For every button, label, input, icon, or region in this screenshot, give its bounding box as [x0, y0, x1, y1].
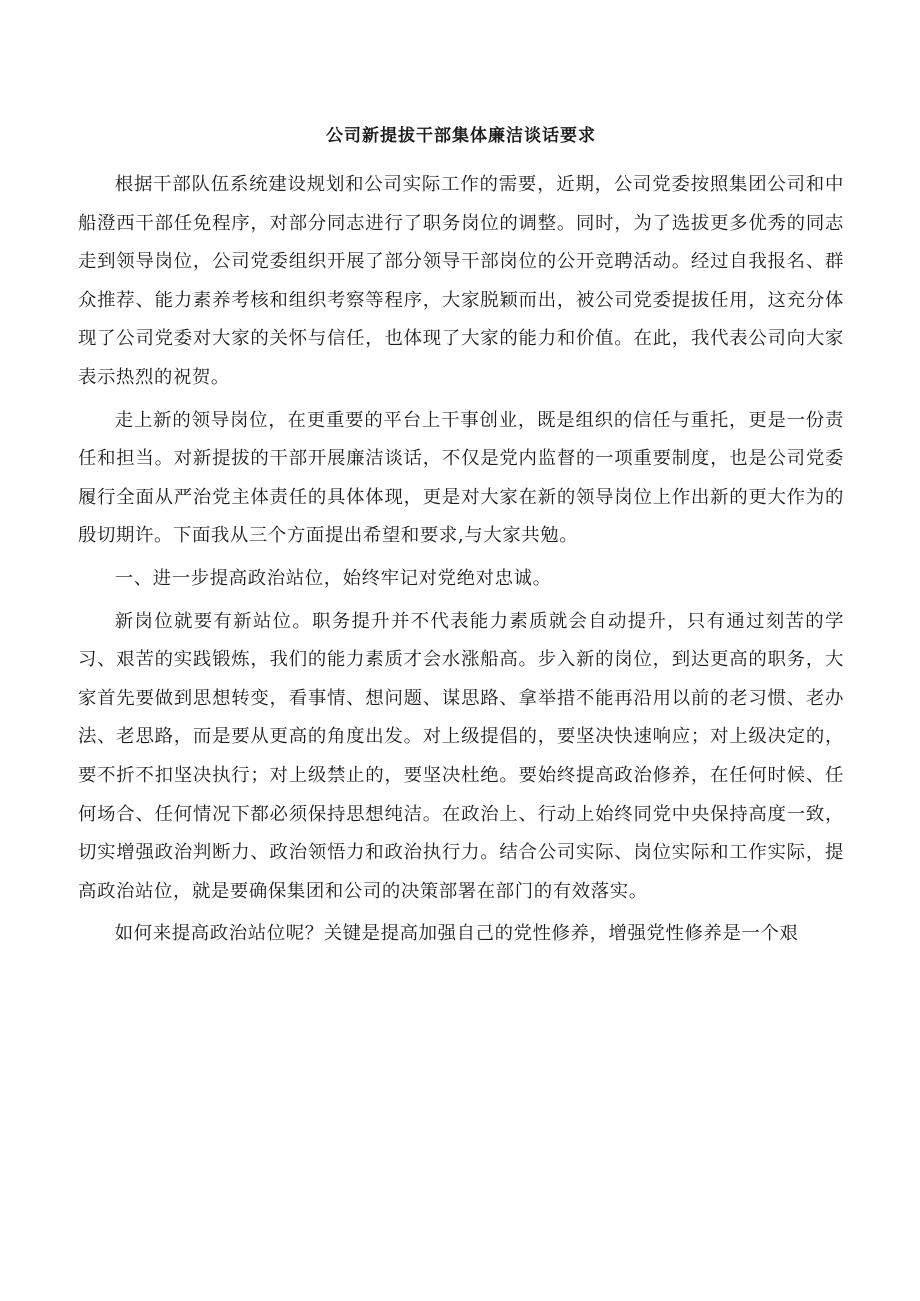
document-title: 公司新提拔干部集体廉洁谈话要求	[326, 126, 596, 146]
document-page	[78, 120, 844, 958]
paragraph-responsibility: 走上新的领导岗位，在更重要的平台上干事创业，既是组织的信任与重托，更是一份责任和担当。对新提拔的干部开展廉洁谈话，不仅是党内监督的一项重要制度，也是公司党委履行全面从严治党主体责任的具体体现，更是对大家在新的领导岗位上作出新的更大作为的殷切期许。下面我从三个方面提出希望和要求,与大家共勉。	[78, 409, 844, 547]
paragraph-intro: 根据干部队伍系统建设规划和公司实际工作的需要，近期，公司党委按照集团公司和中船澄西干部任免程序，对部分同志进行了职务岗位的调整。同时，为了选拔更多优秀的同志走到领导岗位，公司党委组织开展了部分领导干部岗位的公开竞聘活动。经过自我报名、群众推荐、能力素养考核和组织考察等程序，大家脱颖而出，被公司党委提拔任用，这充分体现了公司党委对大家的关怀与信任，也体现了大家的能力和价值。在此，我代表公司向大家表示热烈的祝贺。	[78, 174, 844, 388]
paragraph-new-position: 新岗位就要有新站位。职务提升并不代表能力素质就会自动提升，只有通过刻苦的学习、艰苦的实践锻炼，我们的能力素质才会水涨船高。步入新的岗位，到达更高的职务，大家首先要做到思想转变，看事情、想问题、谋思路、拿举措不能再沿用以前的老习惯、老办法、老思路，而是要从更高的角度出发。对上级提倡的，要坚决快速响应；对上级决定的，要不折不扣坚决执行；对上级禁止的，要坚决杜绝。要始终提高政治修养，在任何时候、任何场合、任何情况下都必须保持思想纯洁。在政治上、行动上始终同党中央保持高度一致，切实增强政治判断力、政治领悟力和政治执行力。结合公司实际、岗位实际和工作实际，提高政治站位，就是要确保集团和公司的决策部署在部门的有效落实。	[78, 610, 844, 902]
paragraph-political-stance: 如何来提高政治站位呢？关键是提高加强自己的党性修养，增强党性修养是一个艰	[114, 923, 799, 945]
section-heading-1: 一、进一步提高政治站位，始终牢记对党绝对忠诚。	[114, 567, 552, 589]
